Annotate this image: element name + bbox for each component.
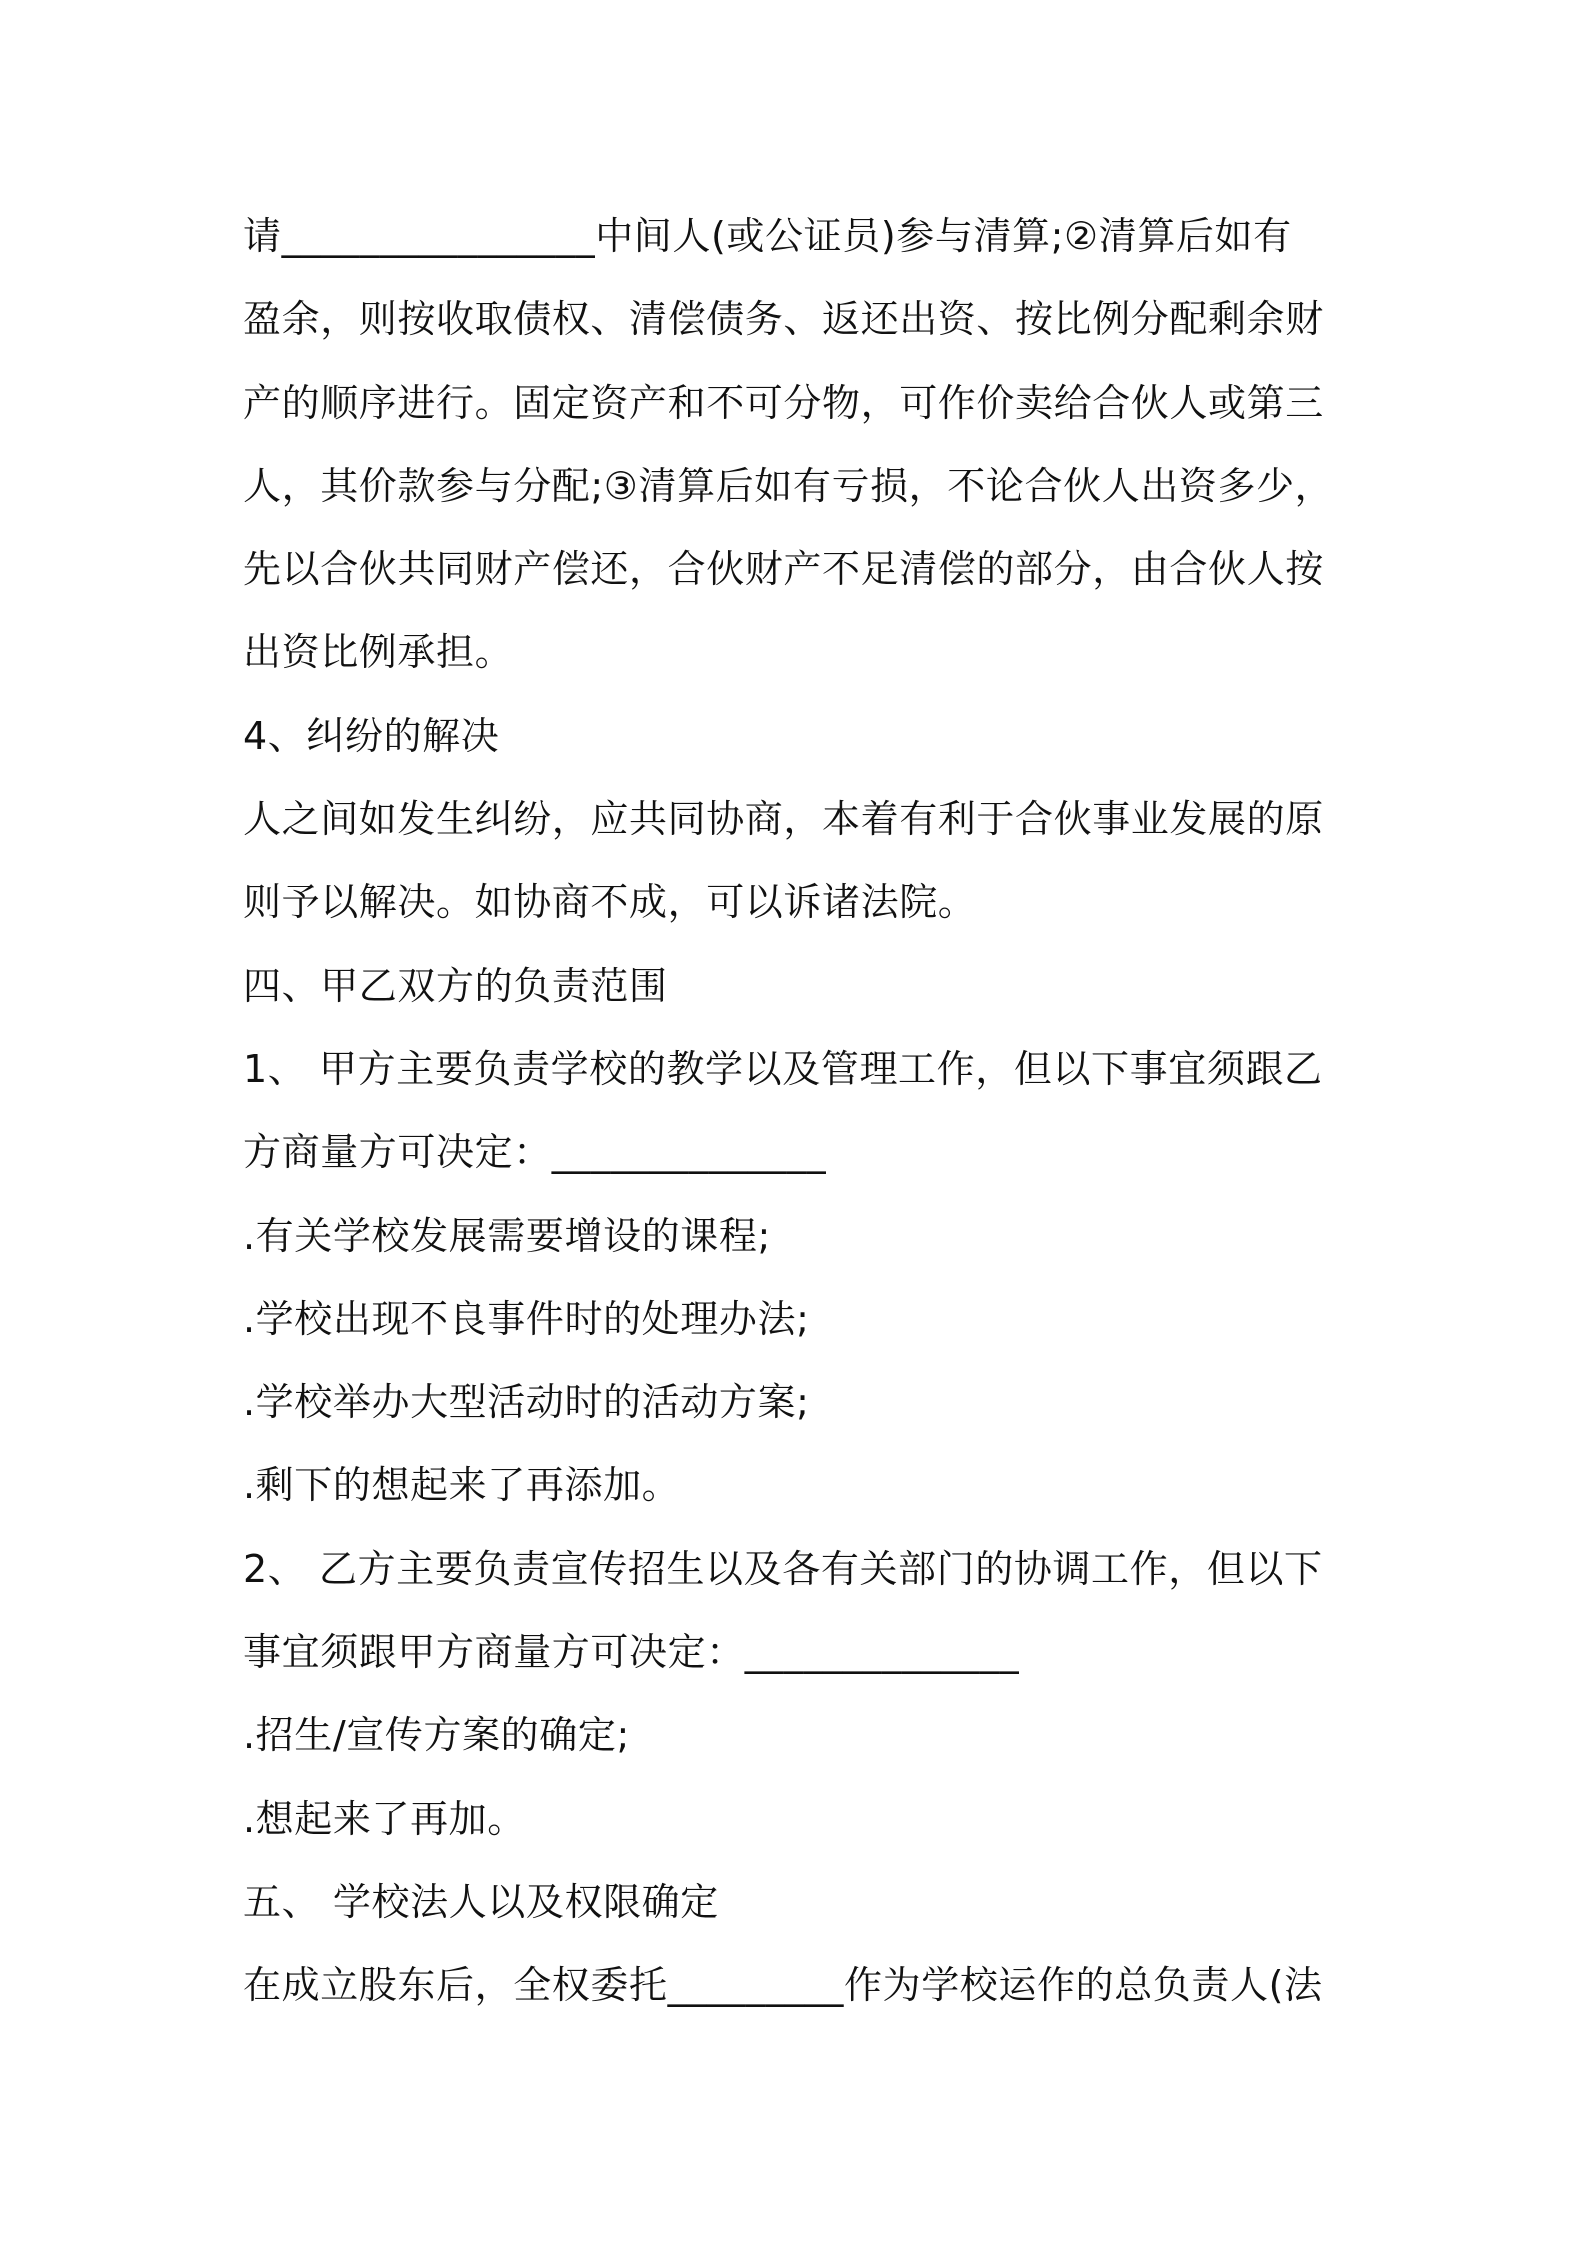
paragraph-line: 人，其价款参与分配;③清算后如有亏损，不论合伙人出资多少， — [243, 463, 1334, 508]
paragraph-line: 产的顺序进行。固定资产和不可分物，可作价卖给合伙人或第三 — [243, 380, 1324, 425]
list-item: .学校出现不良事件时的处理办法; — [243, 1296, 810, 1341]
paragraph-line: 在成立股东后，全权委托_________作为学校运作的总负责人(法 — [243, 1963, 1323, 2008]
paragraph-line: 则予以解决。如协商不成，可以诉诸法院。 — [243, 880, 977, 925]
section-heading: 4、纠纷的解决 — [243, 713, 500, 758]
list-item: .剩下的想起来了再添加。 — [243, 1463, 681, 1508]
paragraph-line: 1、 甲方主要负责学校的教学以及管理工作，但以下事宜须跟乙 — [243, 1046, 1323, 1091]
paragraph-line: 出资比例承担。 — [243, 630, 514, 675]
document-body — [243, 195, 1353, 2028]
paragraph-line: 人之间如发生纠纷，应共同协商，本着有利于合伙事业发展的原 — [243, 797, 1324, 842]
paragraph-line: 事宜须跟甲方商量方可决定：______________ — [243, 1630, 1020, 1675]
paragraph-line: 2、 乙方主要负责宣传招生以及各有关部门的协调工作，但以下 — [243, 1546, 1323, 1591]
section-heading: 四、甲乙双方的负责范围 — [243, 963, 668, 1008]
paragraph-line: 请________________中间人(或公证员)参与清算;②清算后如有 — [243, 214, 1292, 258]
list-item: .想起来了再加。 — [243, 1796, 526, 1841]
section-heading: 五、 学校法人以及权限确定 — [243, 1879, 719, 1924]
list-item: .有关学校发展需要增设的课程; — [243, 1213, 771, 1258]
paragraph-line: 方商量方可决定：______________ — [243, 1130, 827, 1175]
paragraph-line: 先以合伙共同财产偿还，合伙财产不足清偿的部分，由合伙人按 — [243, 547, 1324, 592]
list-item: .招生/宣传方案的确定; — [243, 1713, 630, 1758]
list-item: .学校举办大型活动时的活动方案; — [243, 1380, 810, 1425]
paragraph-line: 盈余，则按收取债权、清偿债务、返还出资、按比例分配剩余财 — [243, 297, 1324, 342]
